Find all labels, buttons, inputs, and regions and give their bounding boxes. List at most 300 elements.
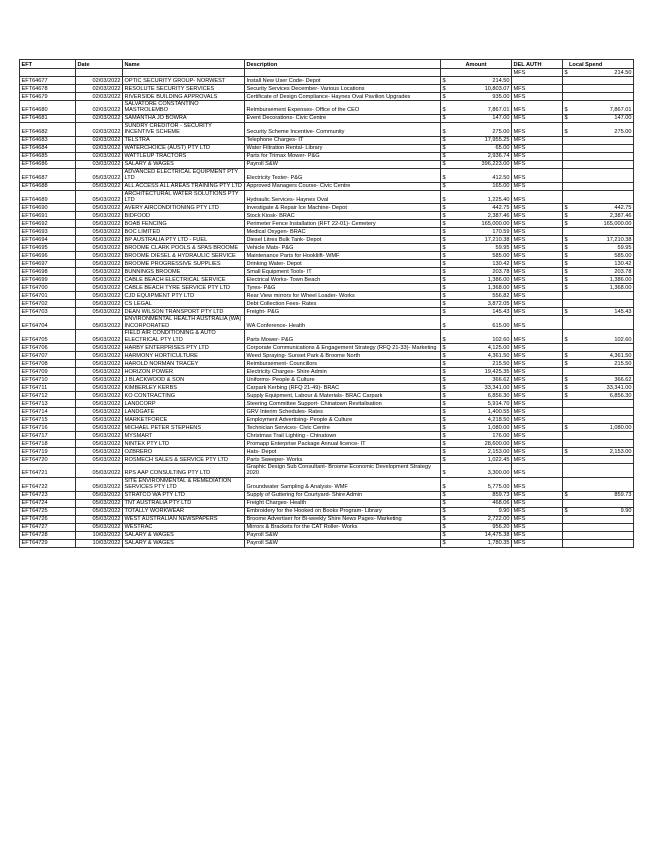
cell-eft: EFT64678 [20, 85, 76, 93]
cell-amount: 17,210.38 [448, 236, 512, 244]
cell-local-spend-currency: $ [564, 212, 568, 219]
cell-local-spend-currency: $ [564, 376, 568, 383]
cell-amount: 2,153.00 [448, 448, 512, 456]
table-row [20, 204, 634, 212]
cell-del-auth: MFS [512, 228, 563, 236]
cell-description: Payroll S&W [245, 539, 441, 547]
table-row [20, 268, 634, 276]
table-row [20, 85, 634, 93]
header-local-spend: Local Spend [563, 60, 634, 69]
cell-local-spend [570, 136, 634, 144]
cell-name: AVERY AIRCONDITIONING PTY LTD [123, 204, 245, 212]
cell-del-auth: MFS [512, 308, 563, 316]
table-row [20, 69, 634, 77]
cell-amount-currency: $ [442, 408, 446, 415]
cell-eft: EFT64700 [20, 284, 76, 292]
cell-eft: EFT64683 [20, 136, 76, 144]
cell-local-spend-currency [563, 144, 570, 152]
cell-eft: EFT64697 [20, 260, 76, 268]
cell-del-auth: MFS [512, 136, 563, 144]
cell-description: Embroidery for the Hooked on Books Program- Library [245, 507, 441, 515]
cell-amount-currency: $ [442, 308, 446, 315]
cell-local-spend-currency [563, 344, 570, 352]
cell-amount-currency: $ [442, 352, 446, 359]
cell-local-spend-currency [563, 77, 570, 85]
cell-eft: EFT64706 [20, 344, 76, 352]
cell-date: 05/03/2022 [76, 212, 123, 220]
cell-local-spend [570, 168, 634, 182]
cell-amount: 17,955.25 [448, 136, 512, 144]
cell-local-spend [570, 182, 634, 190]
cell-date: 05/03/2022 [76, 244, 123, 252]
cell-description: Carpark Kerbing (RFQ 21-49)- BRAC [245, 384, 441, 392]
cell-eft: EFT64689 [20, 190, 76, 204]
cell-amount-currency: $ [442, 268, 446, 275]
header-row [20, 60, 634, 69]
cell-name: NINTEX PTY LTD [123, 440, 245, 448]
cell-description: Drinking Water- Depot [245, 260, 441, 268]
cell-description: Diesel Litres Bulk Tank- Depot [245, 236, 441, 244]
cell-eft: EFT64690 [20, 204, 76, 212]
header-date: Date [76, 60, 123, 69]
cell-local-spend-currency [563, 477, 570, 491]
cell-name: OZBRERO [123, 448, 245, 456]
cell-eft: EFT64725 [20, 507, 76, 515]
cell-amount: 1,225.40 [448, 190, 512, 204]
table-row [20, 93, 634, 101]
cell-date: 05/03/2022 [76, 376, 123, 384]
cell-local-spend: 165,000.00 [570, 220, 634, 228]
cell-date: 05/03/2022 [76, 424, 123, 432]
cell-description: Electricity Tester- P&G [245, 168, 441, 182]
payments-table [19, 59, 634, 548]
cell-del-auth: MFS [512, 515, 563, 523]
cell-amount-currency: $ [442, 77, 446, 84]
table-row [20, 160, 634, 168]
cell-date: 02/03/2022 [76, 136, 123, 144]
cell-date: 05/03/2022 [76, 268, 123, 276]
cell-date: 05/03/2022 [76, 448, 123, 456]
cell-amount: 1,368.00 [448, 284, 512, 292]
cell-amount-currency: $ [441, 168, 448, 182]
cell-del-auth: MFS [512, 292, 563, 300]
cell-amount-currency: $ [442, 508, 446, 515]
cell-amount: 215.50 [448, 360, 512, 368]
cell-del-auth: MFS [512, 416, 563, 424]
cell-description: Security Scheme Incentive- Community [245, 122, 441, 136]
cell-local-spend-currency: $ [564, 220, 568, 227]
cell-amount: 214.50 [448, 77, 512, 85]
cell-name: HARMONY HORTICULTURE [123, 352, 245, 360]
cell-local-spend: 6,856.30 [570, 392, 634, 400]
cell-eft: EFT64687 [20, 168, 76, 182]
cell-eft: EFT64692 [20, 220, 76, 228]
cell-date: 03/03/2022 [76, 160, 123, 168]
cell-local-spend: 2,387.46 [570, 212, 634, 220]
cell-name: HORIZON POWER [123, 368, 245, 376]
cell-amount: 7,867.01 [448, 101, 512, 115]
cell-local-spend-currency [563, 440, 570, 448]
cell-local-spend [570, 440, 634, 448]
cell-amount-currency: $ [442, 456, 446, 463]
table-row [20, 101, 634, 115]
cell-local-spend: 33,341.00 [570, 384, 634, 392]
cell-name: HAROLD NORMAN TRACEY [123, 360, 245, 368]
cell-date: 02/03/2022 [76, 93, 123, 101]
cell-local-spend-currency [563, 408, 570, 416]
cell-description: Electrical Works- Town Beach [245, 276, 441, 284]
cell-description: Graphic Design Sub Consultant- Broome Economic Development Strategy 2020 [245, 464, 441, 478]
cell-amount: 1,780.35 [448, 539, 512, 547]
cell-eft: EFT64719 [20, 448, 76, 456]
cell-local-spend-currency: $ [564, 492, 568, 499]
cell-local-spend [570, 300, 634, 308]
cell-local-spend [570, 85, 634, 93]
header-description: Description [245, 60, 441, 69]
cell-del-auth: MFS [512, 464, 563, 478]
cell-local-spend-currency [563, 85, 570, 93]
cell-local-spend: 145.43 [570, 308, 634, 316]
cell-amount-currency: $ [442, 212, 446, 219]
cell-description: Technician Services- Civic Centre [245, 424, 441, 432]
cell-amount-currency: $ [441, 122, 448, 136]
cell-del-auth: MFS [512, 276, 563, 284]
cell-amount-currency: $ [442, 220, 446, 227]
cell-date: 02/03/2022 [76, 77, 123, 85]
cell-local-spend: 59.95 [570, 244, 634, 252]
cell-amount: 19,425.35 [448, 368, 512, 376]
cell-del-auth: MFS [512, 268, 563, 276]
cell-date: 05/03/2022 [76, 252, 123, 260]
cell-del-auth: MFS [512, 531, 563, 539]
cell-date: 05/03/2022 [76, 507, 123, 515]
cell-amount-currency: $ [442, 540, 446, 547]
table-row [20, 220, 634, 228]
cell-amount: 14,475.38 [448, 531, 512, 539]
cell-name: DEAN WILSON TRANSPORT PTY LTD [123, 308, 245, 316]
cell-amount: 165,000.00 [448, 220, 512, 228]
cell-description: Vehicle Mats- P&G [245, 244, 441, 252]
cell-date: 02/03/2022 [76, 114, 123, 122]
cell-name: ENVIRONMENTAL HEALTH AUSTRALIA (WA) INCORPORATED [123, 316, 245, 330]
cell-local-spend: 102.60 [570, 330, 634, 344]
cell-description: Employment Advertising- People & Culture [245, 416, 441, 424]
cell-description: Reimbursement- Councillors [245, 360, 441, 368]
cell-local-spend [570, 531, 634, 539]
cell-amount-currency: $ [442, 137, 446, 144]
cell-date: 05/03/2022 [76, 360, 123, 368]
cell-local-spend: 366.62 [570, 376, 634, 384]
cell-amount-currency: $ [442, 516, 446, 523]
table-row [20, 344, 634, 352]
table-row [20, 260, 634, 268]
cell-del-auth: MFS [512, 523, 563, 531]
cell-eft: EFT64710 [20, 376, 76, 384]
cell-eft: EFT64711 [20, 384, 76, 392]
cell-eft: EFT64704 [20, 316, 76, 330]
cell-amount: 3,300.00 [448, 464, 512, 478]
cell-amount: 130.42 [448, 260, 512, 268]
cell-amount-currency: $ [442, 440, 446, 447]
cell-local-spend-currency [563, 316, 570, 330]
cell-description: Install New User Code- Depot [245, 77, 441, 85]
header-name: Name [123, 60, 245, 69]
cell-del-auth: MFS [512, 477, 563, 491]
cell-del-auth: MFS [512, 101, 563, 115]
cell-local-spend-currency [563, 292, 570, 300]
cell-name: CABLE BEACH ELECTRICAL SERVICE [123, 276, 245, 284]
table-row [20, 77, 634, 85]
cell-eft: EFT64679 [20, 93, 76, 101]
cell-local-spend-currency: $ [564, 252, 568, 259]
cell-date: 05/03/2022 [76, 330, 123, 344]
cell-local-spend-currency [563, 539, 570, 547]
cell-del-auth: MFS [512, 236, 563, 244]
cell-eft: EFT64677 [20, 77, 76, 85]
cell-local-spend [570, 477, 634, 491]
cell-date: 02/03/2022 [76, 144, 123, 152]
cell-local-spend [570, 93, 634, 101]
cell-description: Certificate of Design Compliance- Haynes Oval Pavilion Upgrades [245, 93, 441, 101]
cell-local-spend [570, 400, 634, 408]
cell-local-spend [570, 432, 634, 440]
cell-local-spend-currency [563, 432, 570, 440]
cell-name: WEST AUSTRALIAN NEWSPAPERS [123, 515, 245, 523]
cell-description: Event Decorations- Civic Centre [245, 114, 441, 122]
cell-del-auth: MFS [512, 368, 563, 376]
cell-del-auth: MFS [512, 539, 563, 547]
cell-amount: 203.78 [448, 268, 512, 276]
cell-date: 05/03/2022 [76, 491, 123, 499]
table-row [20, 539, 634, 547]
cell-local-spend: 275.00 [570, 122, 634, 136]
cell-description: Water Filtration Rental- Library [245, 144, 441, 152]
cell-description [245, 69, 441, 77]
cell-amount-currency: $ [442, 392, 446, 399]
table-row [20, 122, 634, 136]
cell-amount: 396,223.00 [448, 160, 512, 168]
cell-name: RIVERSIDE BUILDING APPROVALS [123, 93, 245, 101]
table-row [20, 416, 634, 424]
cell-description: Parts Mower- P&G [245, 330, 441, 344]
cell-local-spend-currency: $ [564, 204, 568, 211]
cell-amount-currency: $ [442, 161, 446, 168]
cell-description: Freight- P&G [245, 308, 441, 316]
cell-local-spend-currency: $ [564, 268, 568, 275]
cell-amount-currency: $ [442, 448, 446, 455]
cell-del-auth: MFS [512, 160, 563, 168]
cell-description: Maintenance Parts for Hookliift- WMF [245, 252, 441, 260]
cell-amount-currency: $ [442, 93, 446, 100]
cell-local-spend-currency: $ [563, 122, 570, 136]
cell-date: 05/03/2022 [76, 204, 123, 212]
cell-description: Supply Equipment, Labour & Materials- BRAC Carpark [245, 392, 441, 400]
table-body [20, 69, 634, 548]
cell-amount: 165.00 [448, 182, 512, 190]
cell-description: Tyres- P&G [245, 284, 441, 292]
cell-del-auth: MFS [512, 144, 563, 152]
cell-amount: 1,386.00 [448, 276, 512, 284]
cell-local-spend [570, 160, 634, 168]
cell-date: 05/03/2022 [76, 182, 123, 190]
cell-amount-currency: $ [441, 464, 448, 478]
cell-local-spend-currency: $ [564, 360, 568, 367]
table-row [20, 424, 634, 432]
cell-del-auth: MFS [512, 507, 563, 515]
cell-name: BIDFOOD [123, 212, 245, 220]
cell-del-auth: MFS [512, 212, 563, 220]
cell-date: 05/03/2022 [76, 408, 123, 416]
table-row [20, 360, 634, 368]
cell-del-auth: MFS [512, 384, 563, 392]
cell-amount: 33,341.00 [448, 384, 512, 392]
cell-date: 10/03/2022 [76, 539, 123, 547]
cell-amount-currency: $ [442, 416, 446, 423]
cell-amount: 2,387.46 [448, 212, 512, 220]
table-row [20, 190, 634, 204]
cell-local-spend-currency [563, 456, 570, 464]
table-row [20, 182, 634, 190]
cell-del-auth: MFS [512, 432, 563, 440]
cell-local-spend-currency: $ [564, 260, 568, 267]
cell-date: 05/03/2022 [76, 464, 123, 478]
cell-eft: EFT64684 [20, 144, 76, 152]
cell-date: 05/03/2022 [76, 440, 123, 448]
cell-amount: 3,872.05 [448, 300, 512, 308]
cell-eft: EFT64728 [20, 531, 76, 539]
cell-amount: 1,022.45 [448, 456, 512, 464]
cell-amount: 4,218.50 [448, 416, 512, 424]
cell-del-auth: MFS [512, 491, 563, 499]
table-row [20, 228, 634, 236]
cell-amount-currency: $ [442, 492, 446, 499]
cell-date: 05/03/2022 [76, 384, 123, 392]
cell-amount-currency: $ [442, 532, 446, 539]
table-row [20, 144, 634, 152]
cell-local-spend [570, 408, 634, 416]
table-row [20, 284, 634, 292]
cell-description: Payroll S&W [245, 531, 441, 539]
cell-local-spend [570, 316, 634, 330]
cell-name: BOC LIMITED [123, 228, 245, 236]
cell-local-spend-currency [563, 300, 570, 308]
cell-local-spend-currency [563, 168, 570, 182]
cell-local-spend: 1,368.00 [570, 284, 634, 292]
table-row [20, 252, 634, 260]
cell-del-auth: MFS [512, 300, 563, 308]
table-row [20, 114, 634, 122]
cell-local-spend [570, 523, 634, 531]
cell-eft: EFT64696 [20, 252, 76, 260]
cell-date [76, 69, 123, 77]
cell-amount [448, 69, 512, 77]
cell-amount: 170.59 [448, 228, 512, 236]
cell-amount-currency: $ [442, 284, 446, 291]
cell-amount-currency: $ [441, 101, 448, 115]
cell-local-spend-currency [563, 416, 570, 424]
cell-description: Hydraulic Services- Haynes Oval [245, 190, 441, 204]
cell-local-spend: 215.50 [570, 360, 634, 368]
cell-local-spend-currency: $ [563, 101, 570, 115]
cell-local-spend [570, 344, 634, 352]
cell-name: ARCHITECTURAL WATER SOLUTIONS PTY LTD [123, 190, 245, 204]
cell-date: 05/03/2022 [76, 368, 123, 376]
cell-amount-currency: $ [442, 276, 446, 283]
table-row [20, 384, 634, 392]
cell-eft: EFT64718 [20, 440, 76, 448]
cell-date: 02/03/2022 [76, 85, 123, 93]
cell-name: FIELD AIR CONDITIONING & AUTO ELECTRICAL PTY LTD [123, 330, 245, 344]
cell-del-auth: MFS [512, 456, 563, 464]
cell-description: Stock Kiosk- BRAC [245, 212, 441, 220]
cell-name: RESOLUTE SECURITY SERVICES [123, 85, 245, 93]
cell-eft: EFT64709 [20, 368, 76, 376]
cell-description: Rear View mirrors for Wheel Loader- Works [245, 292, 441, 300]
cell-name: KIMBERLEY KERBS [123, 384, 245, 392]
cell-local-spend-currency: $ [564, 276, 568, 283]
cell-name: ALL ACCESS ALL AREAS TRAINING PTY LTD [123, 182, 245, 190]
cell-amount: 1,080.00 [448, 424, 512, 432]
cell-date: 05/03/2022 [76, 300, 123, 308]
cell-amount: 59.95 [448, 244, 512, 252]
table-row [20, 515, 634, 523]
cell-description: Debt Collection Fees- Rates [245, 300, 441, 308]
cell-del-auth: MFS [512, 122, 563, 136]
cell-description: Parts for Trimax Mower- P&G [245, 152, 441, 160]
cell-description: Security Services December- Various Locations [245, 85, 441, 93]
cell-name: CABLE BEACH TYRE SERVICE PTY LTD [123, 284, 245, 292]
cell-description: Supply of Guttering for Courtyard- Shire Admin [245, 491, 441, 499]
cell-eft: EFT64708 [20, 360, 76, 368]
cell-amount: 956.20 [448, 523, 512, 531]
cell-amount: 4,361.50 [448, 352, 512, 360]
cell-amount: 65.00 [448, 144, 512, 152]
cell-date: 05/03/2022 [76, 499, 123, 507]
cell-eft: EFT64715 [20, 416, 76, 424]
cell-name [123, 69, 245, 77]
cell-description: Steering Committee Support- Chinatown Revitalisation [245, 400, 441, 408]
cell-local-spend [570, 152, 634, 160]
cell-amount-currency: $ [442, 85, 446, 92]
cell-name: LANDCORP [123, 400, 245, 408]
cell-local-spend: 859.73 [570, 491, 634, 499]
cell-eft: EFT64717 [20, 432, 76, 440]
cell-date: 05/03/2022 [76, 292, 123, 300]
cell-amount: 275.00 [448, 122, 512, 136]
cell-amount: 28,600.00 [448, 440, 512, 448]
cell-description: Payroll S&W [245, 160, 441, 168]
cell-date: 05/03/2022 [76, 416, 123, 424]
cell-amount-currency: $ [442, 115, 446, 122]
cell-amount-currency: $ [441, 330, 448, 344]
cell-del-auth: MFS [512, 408, 563, 416]
table-row [20, 212, 634, 220]
cell-del-auth: MFS [512, 400, 563, 408]
cell-del-auth: MFS [512, 220, 563, 228]
cell-eft: EFT64721 [20, 464, 76, 478]
cell-amount: 102.60 [448, 330, 512, 344]
cell-local-spend: 214.50 [570, 69, 634, 77]
cell-eft: EFT64686 [20, 160, 76, 168]
cell-name: BP AUSTRALIA PTY LTD - FUEL [123, 236, 245, 244]
cell-local-spend [570, 515, 634, 523]
cell-local-spend-currency [563, 531, 570, 539]
cell-date: 05/03/2022 [76, 236, 123, 244]
cell-amount: 442.75 [448, 204, 512, 212]
cell-eft: EFT64693 [20, 228, 76, 236]
cell-amount-currency: $ [442, 500, 446, 507]
cell-eft: EFT64712 [20, 392, 76, 400]
